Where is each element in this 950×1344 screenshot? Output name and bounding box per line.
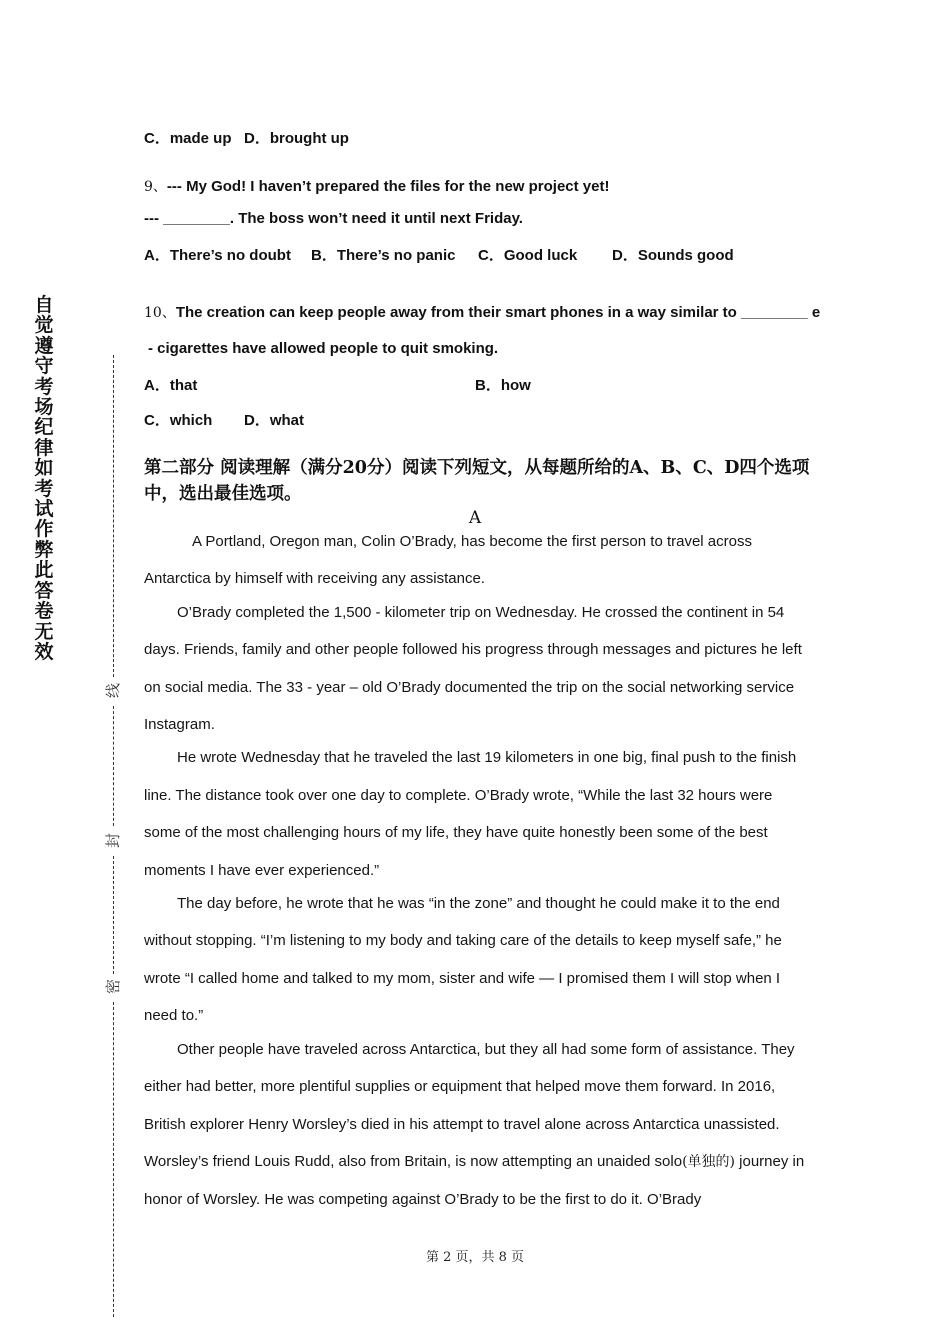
q10-stem-line1 (144, 302, 820, 322)
passage-paragraph-4: The day before, he wrote that he was “in the zone” and thought he could make it to the end without stopping. “I’m listening to my body and taking care of the details to keep myself safe,” he wrote “I called home and talked to my mom, sister and wife — I promised them I will stop when I need to.” (144, 895, 782, 1025)
q9-number: 9、 (144, 179, 167, 195)
q8-option-c: C．made up (144, 130, 232, 147)
q10-line1: The creation can keep people away from their smart phones in a way similar to ________ e (175, 304, 821, 321)
q9-option-c: C．Good luck (478, 247, 578, 264)
page-footer: 第 2 页，共 8 页 (425, 1250, 525, 1265)
binding-char-line: 线 (104, 682, 123, 699)
passage-letter: A (468, 508, 482, 528)
q10-option-a: A．that (144, 377, 198, 394)
passage-paragraph-3: He wrote Wednesday that he traveled the last 19 kilometers in one big, final push to the finish line. The distance took over one day to complete. O’Brady wrote, “While the last 32 hours were some of the most challenging hours of my life, they have quite honestly been some of the best moments I have ever experienced.” (144, 749, 797, 879)
q10-number: 10、 (144, 305, 176, 321)
q9-stem-line1 (144, 176, 609, 196)
passage-paragraph-5 (144, 1031, 808, 1219)
passage-paragraph-5-part-b: journey in honor of Worsley. He was competing against O’Brady to be the first to do it. O’Brady (144, 1152, 805, 1209)
binding-dash-line (113, 706, 114, 826)
q9-line1: --- My God! I haven’t prepared the files for the new project yet! (166, 178, 610, 195)
q10-option-c: C．which (144, 412, 213, 429)
q10-option-b: B．how (475, 377, 531, 394)
binding-char-seal: 封 (104, 832, 123, 849)
q8-option-d: D．brought up (244, 130, 349, 147)
side-notice: 自觉遵守考场纪律如考试作弊此答卷无效 (34, 294, 54, 663)
q10-line2: - cigarettes have allowed people to quit smoking. (148, 340, 499, 357)
q9-option-b: B．There’s no panic (311, 247, 456, 264)
section-title: 第二部分 阅读理解（满分20分）阅读下列短文，从每题所给的A、B、C、D四个选项中，选出最佳选项。 (144, 458, 810, 504)
passage-paragraph-2: O’Brady completed the 1,500 - kilometer trip on Wednesday. He crossed the continent in 54 days. Friends, family and other people followed his progress through messages and pictures he left on social media. The 33 - year – old O’Brady documented the trip on the social networking service Instagram. (144, 603, 802, 734)
q10-option-d: D．what (244, 412, 305, 429)
passage-paragraph-1: A Portland, Oregon man, Colin O’Brady, has become the first person to travel across Antarctica by himself with receiving any assistance. (144, 533, 752, 588)
q9-option-d: D．Sounds good (612, 247, 734, 264)
binding-char-secret: 密 (104, 978, 123, 995)
vocab-gloss: (单独的) (682, 1153, 735, 1170)
q9-option-a: A．There’s no doubt (144, 247, 291, 264)
passage-a (144, 523, 808, 1215)
binding-dash-line (113, 856, 114, 974)
passage-paragraph-5-part-a: Other people have traveled across Antarctica, but they all had some form of assistance. They either had better, more plentiful supplies or equipment that helped move them forward. In 2016, British explorer Henry Worsley’s died in his attempt to travel alone across Antarctica unassisted. Worsley’s friend Louis Rudd, also from Britain, is now attempting an unaided solo (144, 1040, 795, 1170)
q9-line2: --- ________. The boss won’t need it until next Friday. (144, 210, 523, 227)
binding-dash-line (113, 1002, 114, 1317)
